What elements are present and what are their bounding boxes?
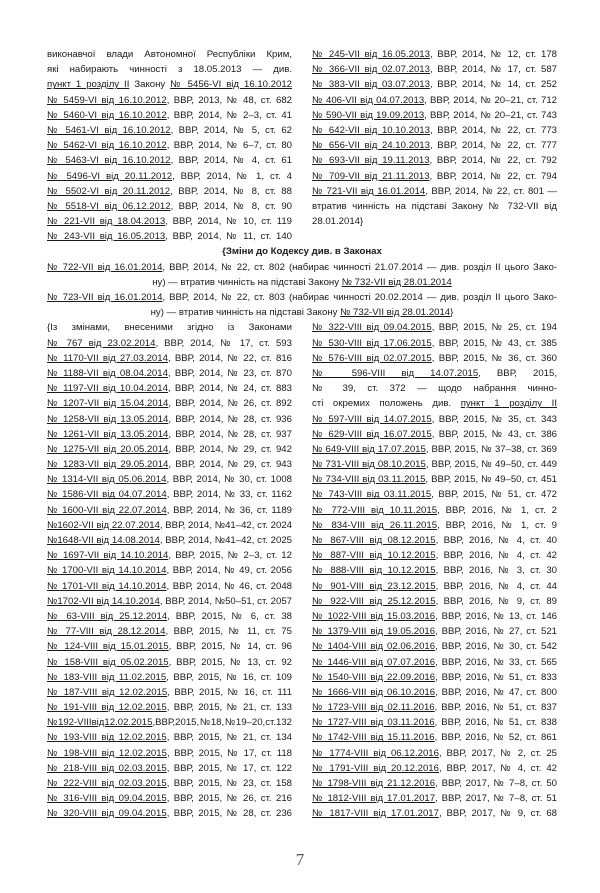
law-reference-link[interactable]: № 1666-VIII від 06.10.2016	[312, 686, 436, 698]
amendment-line: № 642-VII від 10.10.2013, ВВР, 2014, № 22, ст. 773	[312, 124, 557, 136]
law-reference-link[interactable]: № 734-VIII від 03.11.2015	[312, 474, 426, 486]
law-reference-link[interactable]: № 5460-VI від 16.10.2012	[47, 109, 167, 121]
law-reference-link[interactable]: № 1727-VIII від 03.11.2016	[312, 717, 435, 729]
law-reference-link[interactable]: № 183-VIII від 11.02.2015	[47, 671, 167, 683]
amendment-line: № 887-VIII від 10.12.2015, ВВР, 2016, № 4, ст. 42	[312, 550, 557, 562]
changes-note-line: {Зміни до Кодексу див. в Законах	[222, 246, 382, 258]
amendment-line: № 1207-VII від 15.04.2014, ВВР, 2014, № 26, ст. 892	[47, 398, 292, 410]
law-reference-link[interactable]: № 1314-VII від 05.06.2014	[47, 474, 167, 486]
amendment-line: № 322-VIII від 09.04.2015, ВВР, 2015, № 25, ст. 194	[312, 322, 557, 334]
changes-note-line: ну) — втратив чинність на підставі Закону № 732-VII від 28.01.2014}	[150, 307, 454, 319]
amendment-line: № 5461-VI від 16.10.2012, ВВР, 2014, № 5, ст. 62	[47, 124, 292, 136]
law-reference-link[interactable]: № 597-VIII від 14.07.2015	[312, 413, 432, 425]
amendment-line: № 1022-VIII від 15.03.2016, ВВР, 2016, № 13, ст. 146	[312, 610, 557, 622]
law-reference-link[interactable]: № 922-VIII від 25.12.2015	[312, 595, 436, 607]
law-reference-link[interactable]: № 1600-VII від 22.07.2014	[47, 504, 167, 516]
law-reference-link[interactable]: №192-VIIIвід12.02.2015	[47, 717, 153, 729]
amendment-line: № 191-VIII від 12.02.2015, ВВР, 2015, № 21, ст. 133	[47, 702, 292, 714]
law-reference-link[interactable]: № 1207-VII від 15.04.2014	[47, 398, 169, 410]
amendment-line: № 1379-VIII від 19.05.2016, ВВР, 2016, № 27, ст. 521	[312, 626, 557, 638]
amendment-line: № 1727-VIII від 03.11.2016, ВВР, 2016, № 51, ст. 838	[312, 717, 557, 729]
law-reference-link[interactable]: № 596-VIII від 14.07.2015	[312, 367, 479, 379]
law-reference-link[interactable]: № 1774-VIII від 06.12.2016	[312, 747, 439, 759]
law-reference-link[interactable]: № 221-VII від 18.04.2013	[47, 216, 166, 228]
law-reference-link[interactable]: № 629-VIII від 16.07.2015	[312, 428, 432, 440]
amendment-line: № 39, ст. 372 — щодо набрання чинно-	[312, 383, 557, 395]
amendment-line: втратив чинність на підставі Закону № 732-VII від	[312, 200, 557, 212]
law-reference-link[interactable]: № 5463-VI від 16.10.2012	[47, 155, 171, 167]
amendment-line: № 649-VIII від 17.07.2015, ВВР, 2015, № 37–38, ст. 369	[312, 443, 557, 455]
amendment-line: № 1197-VII від 10.04.2014, ВВР, 2014, № 24, ст. 883	[47, 383, 292, 395]
amendment-line: № 221-VII від 18.04.2013, ВВР, 2014, № 10, ст. 119	[47, 216, 292, 228]
amendment-line: № 5496-VI від 20.11.2012, ВВР, 2014, № 1, ст. 4	[47, 170, 292, 182]
amendment-line: № 721-VII від 16.01.2014, ВВР, 2014, № 22, ст. 801 —	[312, 185, 557, 197]
amendment-line: № 5463-VI від 16.10.2012, ВВР, 2014, № 4, ст. 61	[47, 155, 292, 167]
amendment-line: № 1170-VII від 27.03.2014, ВВР, 2014, № 22, ст. 816	[47, 352, 292, 364]
amendment-line: № 734-VIII від 03.11.2015, ВВР, 2015, № 49–50, ст. 451	[312, 474, 557, 486]
law-reference-link[interactable]: № 1446-VIII від 07.07.2016	[312, 656, 436, 668]
law-reference-link[interactable]: № 642-VII від 10.10.2013	[312, 124, 430, 136]
law-reference-link[interactable]: № 5502-VI від 20.11.2012	[47, 185, 171, 197]
law-reference-link[interactable]: № 218-VIII від 02.03.2015	[47, 762, 167, 774]
amendment-line: № 198-VIII від 12.02.2015, ВВР, 2015, № 17, ст. 118	[47, 747, 292, 759]
law-reference-link[interactable]: № 5496-VI від 20.11.2012	[47, 170, 173, 182]
amendment-line: № 1817-VIII від 17.01.2017, ВВР, 2017, № 9, ст. 68	[312, 808, 557, 820]
law-reference-link[interactable]: № 366-VII від 02.07.2013	[312, 64, 430, 76]
law-reference-link[interactable]: № 656-VII від 24.10.2013	[312, 140, 430, 152]
law-reference-link[interactable]: № 5462-VI від 16.10.2012	[47, 140, 167, 152]
law-reference-link[interactable]: № 1379-VIII від 19.05.2016	[312, 626, 436, 638]
changes-note-line: № 722-VII від 16.01.2014, ВВР, 2014, № 22, ст. 802 (набирає чинності 21.07.2014 — див. розділ II цього Зако-	[47, 261, 557, 273]
law-reference-link[interactable]: № 1404-VIII від 02.06.2016	[312, 641, 436, 653]
amendment-line: виконавчої влади Автономної Республіки Крим,	[47, 49, 292, 60]
amendment-line: № 1697-VII від 14.10.2014, ВВР, 2015, № 2–3, ст. 12	[47, 550, 292, 562]
law-reference-link[interactable]: № 320-VIII від 09.04.2015	[47, 808, 167, 820]
law-reference-link[interactable]: № 5518-VI від 06.12.2012	[47, 200, 171, 212]
law-reference-link[interactable]: № 124-VIII від 15.01.2015	[47, 641, 169, 653]
law-reference-link[interactable]: № 887-VIII від 10.12.2015	[312, 550, 436, 562]
changes-note-line: № 723-VII від 16.01.2014, ВВР, 2014, № 22, ст. 803 (набирає чинності 20.02.2014 — див. розділ II цього Зако-	[47, 292, 557, 303]
changes-note-block	[47, 244, 557, 320]
law-reference-link[interactable]: № 191-VIII від 12.02.2015	[47, 702, 167, 714]
amendment-line: № 124-VIII від 15.01.2015, ВВР, 2015, № 14, ст. 96	[47, 641, 292, 653]
amendment-line: № 772-VIII від 10.11.2015, ВВР, 2016, № 1, ст. 2	[312, 504, 557, 516]
amendment-line: № 629-VIII від 16.07.2015, ВВР, 2015, № 43, ст. 386	[312, 428, 557, 440]
page-number: 7	[295, 850, 305, 869]
amendment-line: № 731-VIII від 08.10.2015, ВВР, 2015, № 49–50, ст. 449	[312, 459, 557, 471]
law-reference-link[interactable]: № 198-VIII від 12.02.2015	[47, 747, 167, 759]
law-reference-link[interactable]: № 243-VII від 16.05.2013	[47, 231, 166, 243]
law-reference-link[interactable]: № 1170-VII від 27.03.2014	[47, 352, 168, 364]
law-reference-link[interactable]: № 1697-VII від 14.10.2014	[47, 550, 169, 562]
law-reference-link[interactable]: № 1742-VIII від 15.11.2016	[312, 732, 435, 744]
amendment-line: {Із змінами, внесеними згідно із Законами	[47, 322, 292, 334]
law-reference-link[interactable]: № 867-VIII від 08.12.2015	[312, 535, 436, 546]
amendment-line: № 5502-VI від 20.11.2012, ВВР, 2014, № 8, ст. 88	[47, 185, 292, 197]
law-reference-link[interactable]: № 731-VIII від 08.10.2015	[312, 459, 426, 471]
amendment-line: № 1700-VII від 14.10.2014, ВВР, 2014, № 49, ст. 2056	[47, 565, 292, 577]
law-reference-link[interactable]: № 1812-VIII від 17.01.2017	[312, 793, 436, 805]
law-reference-link[interactable]: № 590-VII від 19.09.2013	[312, 109, 425, 121]
amendment-line: № 888-VIII від 10.12.2015, ВВР, 2016, № 3, ст. 30	[312, 565, 557, 577]
law-reference-link[interactable]: № 1188-VII від 08.04.2014	[47, 367, 168, 379]
law-reference-link[interactable]: № 193-VIII від 12.02.2015	[47, 732, 167, 744]
amendment-line: № 187-VIII від 12.02.2015, ВВР, 2015, № 16, ст. 111	[47, 686, 292, 698]
amendment-line: № 590-VII від 19.09.2013, ВВР, 2014, № 20–21, ст. 743	[312, 109, 557, 121]
amendment-line: № 316-VIII від 09.04.2015, ВВР, 2015, № 26, ст. 216	[47, 793, 292, 805]
law-reference-link[interactable]: № 772-VIII від 10.11.2015	[312, 504, 438, 516]
law-reference-link[interactable]: № 723-VII від 16.01.2014	[47, 292, 163, 303]
law-reference-link[interactable]: № 5456-VI від 16.10.2012	[170, 79, 292, 91]
amendment-line: № 218-VIII від 02.03.2015, ВВР, 2015, № 17, ст. 122	[47, 762, 292, 774]
law-reference-link[interactable]: № 649-VIII від 17.07.2015	[312, 443, 426, 455]
law-reference-link[interactable]: № 1701-VII від 14.10.2014	[47, 580, 167, 592]
law-reference-link[interactable]: № 530-VIII від 17.06.2015	[312, 337, 432, 349]
left-column-top	[47, 47, 292, 244]
amendment-line: №1648-VII від 14.08.2014, ВВР, 2014, №41–42, ст. 2025	[47, 535, 292, 546]
amendment-line: №1702-VII від 14.10.2014, ВВР, 2014, №50–51, ст. 2057	[47, 595, 292, 607]
amendment-line: які набирають чинності з 18.05.2013 — див.	[47, 64, 292, 76]
law-reference-link[interactable]: пункт 1 розділу II	[47, 79, 130, 91]
law-reference-link[interactable]: № 743-VIII від 03.11.2015	[312, 489, 432, 501]
amendment-line: № 1275-VII від 20.05.2014, ВВР, 2014, № 29, ст. 942	[47, 443, 292, 455]
law-reference-link[interactable]: № 1723-VIII від 02.11.2016	[312, 702, 435, 714]
amendment-line: № 656-VII від 24.10.2013, ВВР, 2014, № 22, ст. 777	[312, 140, 557, 152]
amendment-line: 28.01.2014}	[312, 216, 364, 228]
law-reference-link[interactable]: № 901-VIII від 23.12.2015	[312, 580, 436, 592]
amendment-line: № 1798-VIII від 21.12.2016, ВВР, 2017, № 7–8, ст. 50	[312, 778, 557, 789]
law-reference-link[interactable]: № 406-VII від 04.07.2013	[312, 94, 425, 106]
law-reference-link[interactable]: № 1275-VII від 20.05.2014	[47, 443, 169, 455]
amendment-line: № 1283-VII від 29.05.2014, ВВР, 2014, № 29, ст. 943	[47, 459, 292, 471]
document-page	[47, 47, 557, 822]
law-reference-link[interactable]: №1602-VII від 22.07.2014	[47, 519, 160, 531]
law-reference-link[interactable]: №1648-VII від 14.08.2014	[47, 535, 160, 546]
law-reference-link[interactable]: № 767 від 23.02.2014	[47, 337, 156, 349]
amendment-line: № 1446-VIII від 07.07.2016, ВВР, 2016, № 33, ст. 565	[312, 656, 557, 668]
amendment-line: № 597-VIII від 14.07.2015, ВВР, 2015, № 35, ст. 343	[312, 413, 557, 425]
amendment-line: № 576-VIII від 02.07.2015, ВВР, 2015, № 36, ст. 360	[312, 352, 557, 364]
amendment-line: № 922-VIII від 25.12.2015, ВВР, 2016, № 9, ст. 89	[312, 595, 557, 607]
law-reference-link[interactable]: № 63-VIII від 25.12.2014	[47, 610, 168, 622]
amendment-line: № 406-VII від 04.07.2013, ВВР, 2014, № 20–21, ст. 712	[312, 94, 557, 106]
amendment-line: № 693-VII від 19.11.2013, ВВР, 2014, № 22, ст. 792	[312, 155, 557, 167]
law-reference-link[interactable]: № 721-VII від 16.01.2014	[312, 185, 426, 197]
law-reference-link[interactable]: № 709-VII від 21.11.2013	[312, 170, 430, 182]
law-reference-link[interactable]: № 693-VII від 19.11.2013	[312, 155, 430, 167]
amendment-line: № 1701-VII від 14.10.2014, ВВР, 2014, № 46, ст. 2048	[47, 580, 292, 592]
left-column-bottom	[47, 320, 292, 821]
amendment-line: № 77-VIII від 28.12.2014, ВВР, 2015, № 11, ст. 75	[47, 626, 292, 638]
amendment-line: № 901-VIII від 23.12.2015, ВВР, 2016, № 4, ст. 44	[312, 580, 557, 592]
law-reference-link[interactable]: № 77-VIII від 28.12.2014	[47, 626, 166, 638]
law-reference-link[interactable]: № 1540-VIII від 22.09.2016	[312, 671, 436, 683]
amendment-line: № 1774-VIII від 06.12.2016, ВВР, 2017, № 2, ст. 25	[312, 747, 557, 759]
amendment-line: № 1666-VIII від 06.10.2016, ВВР, 2016, № 47, ст. 800	[312, 686, 557, 698]
amendment-line: № 1600-VII від 22.07.2014, ВВР, 2014, № 36, ст. 1189	[47, 504, 292, 516]
law-reference-link[interactable]: № 383-VII від 03.07.2013	[312, 79, 430, 91]
amendment-line: № 5460-VI від 16.10.2012, ВВР, 2014, № 2–3, ст. 41	[47, 109, 292, 121]
amendment-line: № 1258-VII від 13.05.2014, ВВР, 2014, № 28, ст. 936	[47, 413, 292, 425]
right-column-top	[312, 47, 557, 244]
law-reference-link[interactable]: № 322-VIII від 09.04.2015	[312, 322, 432, 334]
amendment-line: № 320-VIII від 09.04.2015, ВВР, 2015, № 28, ст. 236	[47, 808, 292, 820]
law-reference-link[interactable]: № 722-VII від 16.01.2014	[47, 261, 163, 273]
law-reference-link[interactable]: № 5461-VI від 16.10.2012	[47, 124, 171, 136]
amendment-line: № 158-VIII від 05.02.2015, ВВР, 2015, № 13, ст. 92	[47, 656, 292, 668]
amendment-line: № 1791-VIII від 20.12.2016, ВВР, 2017, № 4, ст. 42	[312, 762, 557, 774]
amendment-line: № 1540-VIII від 22.09.2016, ВВР, 2016, № 51, ст. 833	[312, 671, 557, 683]
amendment-line: № 245-VII від 16.05.2013, ВВР, 2014, № 12, ст. 178	[312, 49, 557, 60]
amendment-line: № 366-VII від 02.07.2013, ВВР, 2014, № 17, ст. 587	[312, 64, 557, 76]
amendment-line: № 1586-VII від 04.07.2014, ВВР, 2014, № 33, ст. 1162	[47, 489, 292, 501]
amendment-line: № 193-VIII від 12.02.2015, ВВР, 2015, № 21, ст. 134	[47, 732, 292, 744]
amendment-line: № 1404-VIII від 02.06.2016, ВВР, 2016, № 30, ст. 542	[312, 641, 557, 653]
law-reference-link[interactable]: № 1817-VIII від 17.01.2017	[312, 808, 439, 820]
amendment-line: №1602-VII від 22.07.2014, ВВР, 2014, №41–42, ст. 2024	[47, 519, 292, 531]
amendment-line: № 5518-VI від 06.12.2012, ВВР, 2014, № 8, ст. 90	[47, 200, 292, 212]
amendment-line: № 5459-VI від 16.10.2012, ВВР, 2013, № 48, ст. 682	[47, 94, 292, 106]
law-reference-link[interactable]: № 222-VIII від 02.03.2015	[47, 778, 167, 789]
law-reference-link[interactable]: № 834-VIII від 26.11.2015	[312, 519, 438, 531]
law-reference-link[interactable]: № 1197-VII від 10.04.2014	[47, 383, 168, 395]
amendment-line: № 5462-VI від 16.10.2012, ВВР, 2014, № 6–7, ст. 80	[47, 140, 292, 152]
law-reference-link[interactable]: № 187-VIII від 12.02.2015	[47, 686, 168, 698]
law-reference-link[interactable]: №1702-VII від 14.10.2014	[47, 595, 160, 607]
amendment-line: № 596-VIII від 14.07.2015, ВВР, 2015,	[312, 367, 557, 379]
amendment-line: № 767 від 23.02.2014, ВВР, 2014, № 17, ст. 593	[47, 337, 292, 349]
amendment-line: № 243-VII від 16.05.2013, ВВР, 2014, № 11, ст. 140	[47, 231, 292, 243]
amendment-line: № 1723-VIII від 02.11.2016, ВВР, 2016, № 51, ст. 837	[312, 702, 557, 714]
law-reference-link[interactable]: № 158-VIII від 05.02.2015	[47, 656, 169, 668]
law-reference-link[interactable]: № 1586-VII від 04.07.2014	[47, 489, 167, 501]
amendment-line: сті окремих положень див. пункт 1 розділу II	[312, 398, 557, 410]
changes-note-line: ну) — втратив чинність на підставі Закону № 732-VII від 28.01.2014	[152, 276, 452, 288]
amendment-line: №192-VIIIвід12.02.2015,ВВР,2015,№18,№19–20,ст.132	[47, 717, 292, 729]
amendment-line: № 867-VIII від 08.12.2015, ВВР, 2016, № 4, ст. 40	[312, 535, 557, 546]
amendment-line: № 383-VII від 03.07.2013, ВВР, 2014, № 14, ст. 252	[312, 79, 557, 91]
law-reference-link[interactable]: № 732-VII від 28.01.2014	[341, 276, 452, 288]
law-reference-link[interactable]: № 732-VII від 28.01.2014	[340, 307, 451, 319]
law-reference-link[interactable]: № 1791-VIII від 20.12.2016	[312, 762, 439, 774]
amendment-line: № 1742-VIII від 15.11.2016, ВВР, 2016, № 52, ст. 861	[312, 732, 557, 744]
amendment-line: № 530-VIII від 17.06.2015, ВВР, 2015, № 43, ст. 385	[312, 337, 557, 349]
amendment-line: № 183-VIII від 11.02.2015, ВВР, 2015, № 16, ст. 109	[47, 671, 292, 683]
law-reference-link[interactable]: № 1700-VII від 14.10.2014	[47, 565, 167, 577]
amendments-columns-bottom	[47, 320, 557, 821]
law-reference-link[interactable]: № 888-VIII від 10.12.2015	[312, 565, 436, 577]
law-reference-link[interactable]: № 1022-VIII від 15.03.2016	[312, 610, 436, 622]
law-reference-link[interactable]: № 316-VIII від 09.04.2015	[47, 793, 167, 805]
law-reference-link[interactable]: № 245-VII від 16.05.2013	[312, 49, 430, 60]
amendment-line: № 1812-VIII від 17.01.2017, ВВР, 2017, № 7–8, ст. 51	[312, 793, 557, 805]
amendment-line: № 1188-VII від 08.04.2014, ВВР, 2014, № 23, ст. 870	[47, 367, 292, 379]
law-reference-link[interactable]: № 1258-VII від 13.05.2014	[47, 413, 169, 425]
law-reference-link[interactable]: № 1798-VIII від 21.12.2016	[312, 778, 436, 789]
law-reference-link[interactable]: пункт 1 розділу II	[460, 398, 557, 410]
amendments-columns-top	[47, 47, 557, 244]
amendment-line: пункт 1 розділу II Закону № 5456-VI від 16.10.2012	[47, 79, 292, 91]
amendment-line: № 63-VIII від 25.12.2014, ВВР, 2015, № 6, ст. 38	[47, 610, 292, 622]
amendment-line: № 1261-VII від 13.05.2014, ВВР, 2014, № 28, ст. 937	[47, 428, 292, 440]
law-reference-link[interactable]: № 1283-VII від 29.05.2014	[47, 459, 169, 471]
amendment-line: № 743-VIII від 03.11.2015, ВВР, 2015, № 51, ст. 472	[312, 489, 557, 501]
law-reference-link[interactable]: № 1261-VII від 13.05.2014	[47, 428, 169, 440]
amendment-line: № 709-VII від 21.11.2013, ВВР, 2014, № 22, ст. 794	[312, 170, 557, 182]
law-reference-link[interactable]: № 5459-VI від 16.10.2012	[47, 94, 167, 106]
right-column-bottom	[312, 320, 557, 821]
amendment-line: № 222-VIII від 02.03.2015, ВВР, 2015, № 23, ст. 158	[47, 778, 292, 789]
amendment-line: № 1314-VII від 05.06.2014, ВВР, 2014, № 30, ст. 1008	[47, 474, 292, 486]
law-reference-link[interactable]: № 576-VIII від 02.07.2015	[312, 352, 432, 364]
amendment-line: № 834-VIII від 26.11.2015, ВВР, 2016, № 1, ст. 9	[312, 519, 557, 531]
